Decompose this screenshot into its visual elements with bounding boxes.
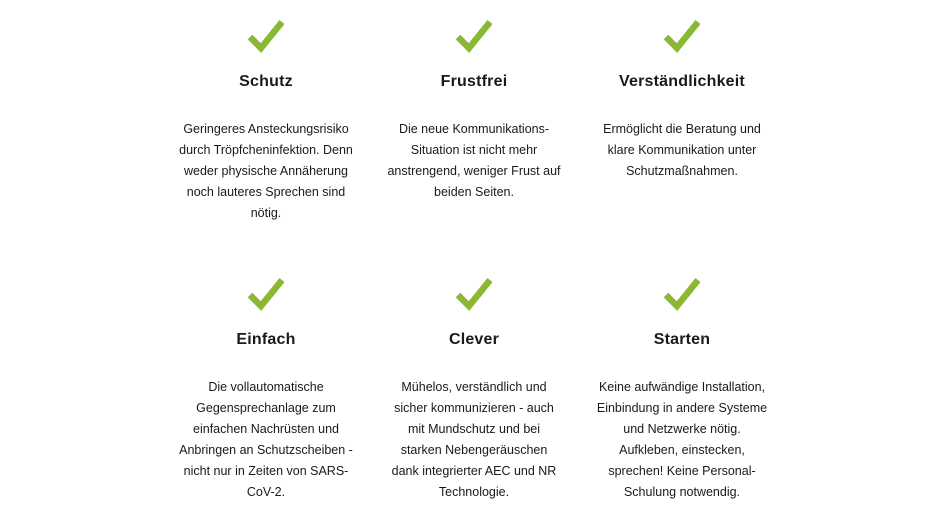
feature-title: Frustfrei (440, 73, 508, 90)
feature-frustfrei (370, 18, 578, 276)
checkmark-icon (248, 276, 284, 312)
feature-title: Clever (448, 331, 500, 348)
checkmark-icon (248, 18, 284, 54)
feature-verstaendlichkeit (578, 18, 786, 276)
checkmark-icon (664, 18, 700, 54)
feature-schutz (162, 18, 370, 276)
feature-description: Die neue Kommunikations-Situation ist nicht mehr anstrengend, weniger Frust auf beiden Seiten. (387, 122, 561, 199)
feature-description: Mühelos, verständlich und sicher kommunizieren - auch mit Mundschutz und bei starken Nebengeräuschen dank integrierter AEC und NR Technologie. (391, 380, 557, 499)
feature-einfach (162, 276, 370, 516)
feature-description: Keine aufwändige Installation, Einbindung in andere Systeme und Netzwerke nötig. Aufkleben, einstecken, sprechen! Keine Personal-Schulung notwendig. (596, 380, 768, 499)
feature-title: Starten (653, 331, 711, 348)
feature-description: Geringeres Ansteckungsrisiko durch Tröpfcheninfektion. Denn weder physische Annäherung noch lauteres Sprechen sind nötig. (179, 122, 353, 220)
feature-starten (578, 276, 786, 516)
feature-title: Schutz (239, 73, 293, 90)
checkmark-icon (664, 276, 700, 312)
feature-title: Einfach (236, 331, 296, 348)
feature-clever (370, 276, 578, 516)
feature-description: Ermöglicht die Beratung und klare Kommunikation unter Schutzmaßnahmen. (603, 122, 761, 178)
checkmark-icon (456, 18, 492, 54)
feature-description: Die vollautomatische Gegensprechanlage zum einfachen Nachrüsten und Anbringen an Schutzscheiben - nicht nur in Zeiten von SARS-CoV-2. (179, 380, 353, 499)
feature-title: Verständlichkeit (619, 73, 745, 90)
checkmark-icon (456, 276, 492, 312)
features-grid (162, 18, 786, 516)
